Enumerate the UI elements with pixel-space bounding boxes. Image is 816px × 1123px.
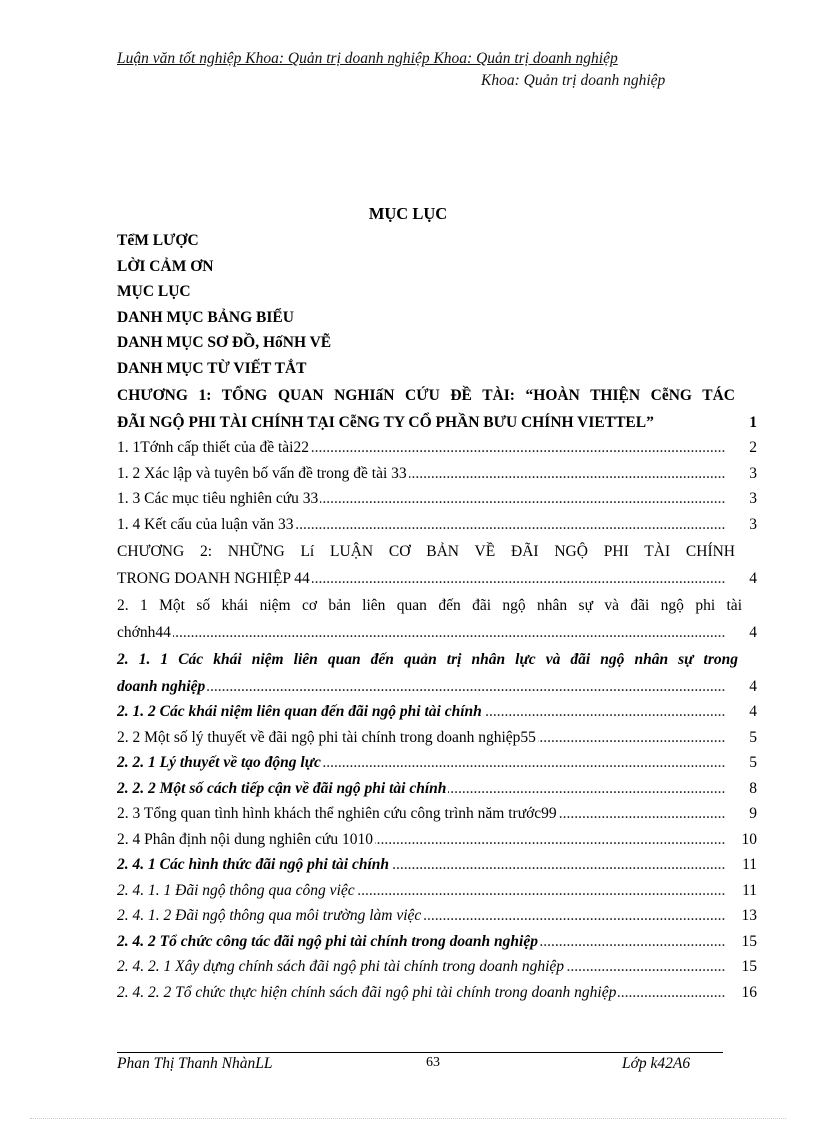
- toc-front-item: LỜI CẢM ƠN: [117, 257, 214, 275]
- toc-section-2-1-1-line-2: ..... doanh nghiệp 4: [117, 674, 757, 700]
- toc-section-2-1-line-2: ..... chớnh44 4: [117, 620, 757, 646]
- page-number: 13: [741, 907, 757, 924]
- toc-entry: ..... 2. 4. 1 Các hình thức đãi ngộ phi tài chính 11: [117, 852, 757, 878]
- page-number: 5: [749, 754, 757, 771]
- page-number: 8: [749, 779, 757, 797]
- toc-entry: ..... 1. 3 Các mục tiêu nghiên cứu 33 3: [117, 486, 757, 512]
- toc-front-item: DANH MỤC SƠ ĐỒ, HốNH VẼ: [117, 334, 332, 351]
- toc-entry: ..... 2. 4. 2. 2 Tổ chức thực hiện chính sách đãi ngộ phi tài chính trong doanh nghiệp 16: [117, 980, 757, 1006]
- toc-front-item: TểM LƯỢC: [117, 232, 199, 249]
- toc-title: MỤC LỤC: [368, 204, 448, 223]
- toc-entry: ..... 2. 4. 1. 2 Đãi ngộ thông qua môi trường làm việc 13: [117, 903, 757, 929]
- page-edge: [30, 1118, 786, 1119]
- footer-rule: [117, 1052, 723, 1053]
- page-number: 4: [749, 703, 757, 720]
- toc-entry: ..... 2. 2. 1 Lý thuyết về tạo động lực 5: [117, 750, 757, 776]
- toc-entry: ..... 2. 1. 2 Các khái niệm liên quan đến đãi ngộ phi tài chính 4: [117, 699, 757, 725]
- page-number: 11: [742, 881, 757, 899]
- page-number: 11: [742, 856, 757, 873]
- page-number: 4: [749, 623, 757, 641]
- table-of-contents: [117, 228, 757, 1005]
- toc-section-2-1-line-1: 2. 1 Một số khái niệm cơ bản liên quan đến đãi ngộ nhân sự và đãi ngộ phi tài: [117, 597, 742, 614]
- page-number: 15: [741, 958, 757, 975]
- toc-front-item: DANH MỤC BẢNG BIỂU: [117, 308, 294, 326]
- toc-front-item: MỤC LỤC: [117, 283, 191, 300]
- toc-entry: ..... 1. 2 Xác lập và tuyên bố vấn đề trong đề tài 33 3: [117, 461, 757, 487]
- page-number: 1: [749, 413, 757, 431]
- toc-entry: ..... 2. 4. 2 Tổ chức công tác đãi ngộ phi tài chính trong doanh nghiệp 15: [117, 929, 757, 955]
- page-number: 3: [749, 464, 757, 482]
- toc-entry: ..... 1. 1Tớnh cấp thiết của đề tài22 2: [117, 435, 757, 461]
- toc-chapter-2-line-2: ..... TRONG DOANH NGHIỆP 44 4: [117, 566, 757, 592]
- toc-entry: ..... 2. 3 Tổng quan tình hình khách thể nghiên cứu công trình năm trước99 9: [117, 801, 757, 827]
- toc-entry: ..... 2. 4. 1. 1 Đãi ngộ thông qua công việc 11: [117, 878, 757, 904]
- footer-class: Lớp k42A6: [622, 1055, 691, 1072]
- toc-entry: ..... 2. 2 Một số lý thuyết về đãi ngộ phi tài chính trong doanh nghiệp55 5: [117, 725, 757, 751]
- page-number: 15: [741, 932, 757, 950]
- page-number: 3: [749, 515, 757, 533]
- header-line-1: Luận văn tốt nghiệp Khoa: Quản trị doanh nghiệp Khoa: Quản trị doanh nghiệp: [117, 50, 618, 67]
- page-number: 4: [749, 677, 757, 695]
- toc-entry: ..... 1. 4 Kết cấu của luận văn 33 3: [117, 512, 757, 538]
- footer-author: Phan Thị Thanh NhànLL: [117, 1055, 273, 1072]
- page-number: 10: [741, 830, 757, 848]
- toc-entry: ..... 2. 4 Phân định nội dung nghiên cứu 1010 10: [117, 827, 757, 853]
- footer-page-number: 63: [426, 1055, 440, 1070]
- toc-entry: ..... 2. 4. 2. 1 Xây dựng chính sách đãi ngộ phi tài chính trong doanh nghiệp 15: [117, 954, 757, 980]
- page-number: 5: [749, 728, 757, 746]
- toc-chapter-1-line-2: ĐÃI NGỘ PHI TÀI CHÍNH TẠI CễNG TY CỔ PHẦN BƯU CHÍNH VIETTEL” 1: [117, 410, 757, 436]
- toc-chapter-1-line-1: CHƯƠNG 1: TỔNG QUAN NGHIấN CỨU ĐỀ TÀI: “HOÀN THIỆN CễNG TÁC: [117, 387, 735, 404]
- toc-entry: ..... 2. 2. 2 Một số cách tiếp cận về đãi ngộ phi tài chính 8: [117, 776, 757, 802]
- page-number: 2: [749, 439, 757, 456]
- header-line-2: Khoa: Quản trị doanh nghiệp: [481, 72, 666, 89]
- page-number: 3: [749, 490, 757, 507]
- toc-section-2-1-1-line-1: 2. 1. 1 Các khái niệm liên quan đến quản trị nhân lực và đãi ngộ nhân sự trong: [117, 651, 738, 668]
- page-number: 9: [749, 805, 757, 822]
- page-number: 4: [749, 569, 757, 587]
- toc-chapter-2-line-1: CHƯƠNG 2: NHỮNG Lí LUẬN CƠ BẢN VỀ ĐÃI NGỘ PHI TÀI CHÍNH: [117, 543, 735, 560]
- toc-front-item: DANH MỤC TỪ VIẾT TẮT: [117, 359, 307, 377]
- page-number: 16: [741, 983, 757, 1001]
